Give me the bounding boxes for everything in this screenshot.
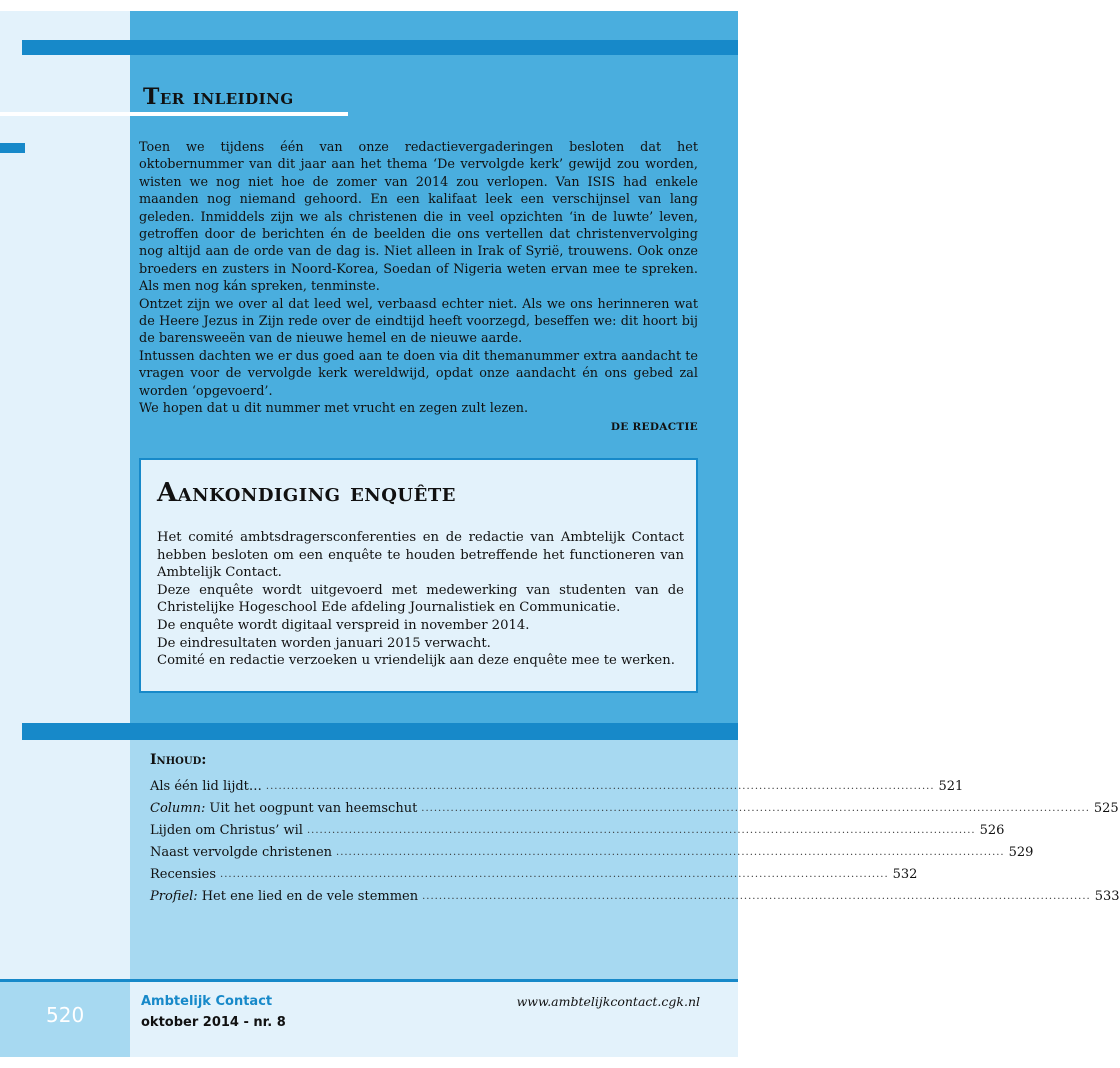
- intro-title: Ter inleiding: [143, 84, 294, 110]
- enquete-paragraph: De enquête wordt digitaal verspreid in november 2014.: [157, 617, 530, 633]
- toc-item-page: 533: [1094, 888, 1120, 904]
- toc-item[interactable]: [150, 819, 1005, 841]
- toc-item[interactable]: [150, 797, 1119, 819]
- toc-title: Inhoud:: [150, 752, 207, 768]
- toc-leader: ................................................................................................................................................................: [265, 780, 935, 792]
- middle-accent-bar: [22, 723, 738, 740]
- toc-item-label: Uit het oogpunt van heemschut: [209, 800, 418, 816]
- intro-paragraph: Toen we tijdens één van onze redactievergaderingen besloten dat het oktobernummer van dit jaar aan het thema ‘De vervolgde kerk’ gewijd zou worden, wisten we nog niet hoe de zomer van 2014 zou verlopen. Van ISIS had enkele maanden nog niemand gehoord. En een kalifaat leek een verschijnsel van lang geleden. Inmiddels zijn we als christenen die in veel opzichten ‘in de luwte’ leven, getroffen door de berichten én de beelden die ons vertellen dat christenvervolging nog altijd aan de orde van de dag is. Niet alleen in Irak of Syrië, trouwens. Ook onze broeders en zusters in Noord-Korea, Soedan of Nigeria weten ervan mee te spreken. Als men nog kán spreken, tenminste.: [139, 140, 698, 295]
- toc-item-page: 521: [938, 778, 964, 794]
- issue-info: oktober 2014 - nr. 8: [141, 1015, 286, 1030]
- enquete-title: Aankondiging enquête: [157, 478, 456, 508]
- toc-item-label: Naast vervolgde christenen: [150, 844, 333, 860]
- toc-item[interactable]: [150, 885, 1120, 907]
- intro-text: [139, 139, 698, 418]
- toc-item-label: Het ene lied en de vele stemmen: [201, 888, 419, 904]
- toc-item-label: Recensies: [150, 866, 217, 882]
- toc-item[interactable]: [150, 863, 918, 885]
- toc-leader: ................................................................................................................................................................: [422, 890, 1091, 902]
- page-number: 520: [46, 1003, 85, 1027]
- website-link[interactable]: www.ambtelijkcontact.cgk.nl: [516, 994, 700, 1009]
- magazine-name: Ambtelijk Contact: [141, 994, 273, 1009]
- toc-leader: ................................................................................................................................................................: [421, 802, 1090, 814]
- intro-paragraph: We hopen dat u dit nummer met vrucht en zegen zult lezen.: [139, 401, 529, 417]
- margin-tick: [0, 143, 25, 153]
- toc-item-prefix: Profiel:: [150, 888, 198, 904]
- intro-paragraph: Ontzet zijn we over al dat leed wel, verbaasd echter niet. Als we ons herinneren wat de Heere Jezus in Zijn rede over de eindtijd heeft voorzegd, beseffen we: dit hoort bij de barensweeën van de nieuwe hemel en de nieuwe aarde.: [139, 296, 698, 347]
- table-of-contents: [150, 775, 1120, 907]
- toc-item-page: 525: [1093, 800, 1119, 816]
- enquete-paragraph: Het comité ambtsdragersconferenties en de redactie van Ambtelijk Contact hebben besloten om een enquête te houden betreffende het functioneren van Ambtelijk Contact.: [157, 530, 684, 581]
- title-underline: [0, 112, 348, 116]
- intro-paragraph: Intussen dachten we er dus goed aan te doen via dit themanummer extra aandacht te vragen voor de vervolgde kerk wereldwijd, opdat onze aandacht én ons gebed zal worden ‘opgevoerd’.: [139, 348, 698, 399]
- enquete-text: [157, 529, 684, 670]
- toc-item-page: 526: [979, 822, 1005, 838]
- intro-signature: DE REDACTIE: [610, 421, 698, 433]
- toc-item-page: 532: [892, 866, 918, 882]
- toc-leader: ................................................................................................................................................................: [336, 846, 1005, 858]
- toc-leader: ................................................................................................................................................................: [220, 868, 889, 880]
- enquete-box: [139, 458, 698, 693]
- toc-item[interactable]: [150, 841, 1034, 863]
- enquete-paragraph: De eindresultaten worden januari 2015 verwacht.: [157, 635, 491, 651]
- toc-item[interactable]: [150, 775, 964, 797]
- toc-item-page: 529: [1008, 844, 1034, 860]
- enquete-paragraph: Comité en redactie verzoeken u vriendelijk aan deze enquête mee te werken.: [157, 653, 675, 669]
- top-accent-bar: [22, 40, 738, 55]
- toc-leader: ................................................................................................................................................................: [306, 824, 976, 836]
- enquete-paragraph: Deze enquête wordt uitgevoerd met medewerking van studenten van de Christelijke Hogeschool Ede afdeling Journalistiek en Communicatie.: [157, 582, 684, 616]
- toc-item-label: Lijden om Christus’ wil: [150, 822, 303, 838]
- toc-item-prefix: Column:: [150, 800, 206, 816]
- toc-item-label: Als één lid lijdt…: [150, 778, 262, 794]
